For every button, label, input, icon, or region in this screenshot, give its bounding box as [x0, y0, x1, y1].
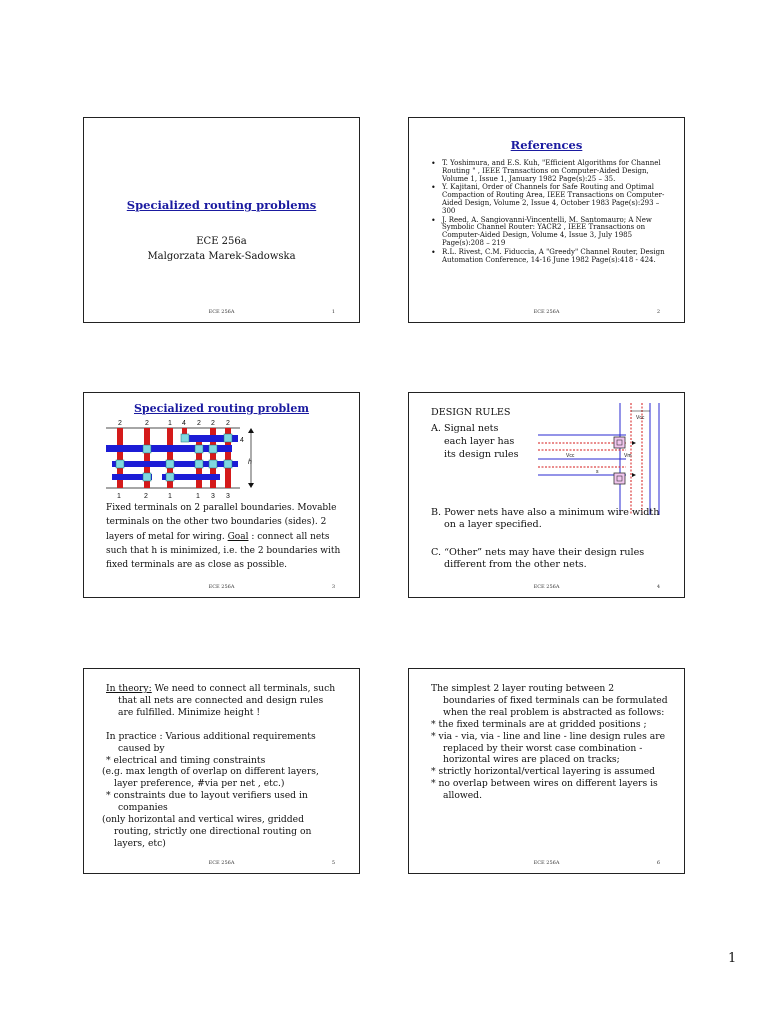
slide-6-body [431, 683, 669, 802]
rule-c-line: different from the other nets. [444, 559, 587, 570]
reference-item: • R.L. Rivest, C.M. Fiduccia, A "Greedy" Channel Router, Design Automation Conference, 14-16 June 1982 Page(s):418 - 424. [431, 249, 667, 265]
theory-paragraph: In theory: We need to connect all terminals, such that all nets are connected and design rules are fulfilled. Minimize height ! [106, 683, 336, 718]
bottom-terminal-label: 3 [226, 493, 230, 500]
design-rules-diagram [536, 403, 676, 515]
vcc-width-label: Vcc [636, 415, 645, 421]
via [143, 445, 151, 453]
height-label: h [248, 459, 252, 466]
slide-number: 1 [331, 309, 335, 315]
slide-3-body: Fixed terminals on 2 parallel boundaries. Movable terminals on the other two boundaries (sides). 2 layers of metal for wiring. Goal : connect all nets such that h is minimized, i.e. the 2 boundaries with fixed terminals are as close as possible. [106, 503, 341, 571]
via [116, 460, 124, 468]
slide-number: 2 [656, 309, 660, 315]
top-terminal-label: 2 [226, 420, 230, 427]
reference-item: • Y. Kajitani, Order of Channels for Safe Routing and Optimal Compaction of Routing Area, IEEE Transactions on Computer-Aided Design, Volume 2, Issue 4, October 1983 Page(s):293 – 300 [431, 184, 667, 215]
bottom-terminal-label: 1 [117, 493, 121, 500]
bottom-terminal-label: 2 [144, 493, 148, 500]
rule-a-line: A. Signal nets [431, 423, 499, 434]
via [209, 460, 217, 468]
rule-c-line: C. “Other” nets may have their design rules [431, 547, 645, 558]
via [195, 460, 203, 468]
goal-label: Goal [227, 531, 249, 542]
list-item: * strictly horizontal/vertical layering is assumed [431, 766, 656, 778]
slide-number: 6 [656, 860, 660, 866]
course-name: ECE 256a [196, 236, 247, 247]
author-name: Malgorzata Marek-Sadowska [147, 251, 296, 262]
list-item: * no overlap between wires on different layers is allowed. [431, 778, 658, 802]
channel-routing-diagram [98, 418, 268, 500]
slide-1 [83, 117, 360, 323]
top-terminal-label: 2 [118, 420, 122, 427]
via [224, 434, 232, 442]
via [181, 434, 189, 442]
slide-6 [408, 668, 685, 874]
reference-item: • J. Reed, A. Sangiovanni-Vincentelli, M. Santomauro; A New Symbolic Channel Router: YACR2 , IEEE Transactions on Computer-Aided Design, Volume 4, Issue 3, July 1985 Page(s):208 – 219 [431, 217, 667, 248]
bottom-terminal-label: 1 [196, 493, 200, 500]
rule-b-line: B. Power nets have also a minimum wire width [431, 507, 660, 518]
top-terminal-label: 2 [197, 420, 201, 427]
via [195, 445, 203, 453]
vm-label: Vm [624, 453, 632, 459]
slide-footer: ECE 256A [208, 584, 235, 590]
top-terminal-label: 1 [168, 420, 172, 427]
vcc-label: Vcc [566, 453, 575, 459]
via [166, 473, 174, 481]
bullet-item: * electrical and timing constraints [106, 754, 266, 766]
slide-5-body [102, 683, 341, 850]
via [143, 473, 151, 481]
bottom-terminal-label: 3 [211, 493, 215, 500]
rule-b-line: on a layer specified. [444, 519, 542, 530]
list-item: * the fixed terminals are at gridded positions ; [431, 718, 647, 730]
rule-a-line: its design rules [444, 449, 519, 460]
slide-2 [408, 117, 685, 323]
arrow-up-icon [248, 428, 254, 433]
via [166, 460, 174, 468]
top-terminal-label: 2 [145, 420, 149, 427]
via [614, 437, 625, 448]
bullet-item: * constraints due to layout verifiers used in companies [106, 790, 308, 814]
horizontal-wire [112, 461, 238, 467]
slide-number: 3 [331, 584, 335, 590]
slide-footer: ECE 256A [533, 584, 560, 590]
reference-item: • T. Yoshimura, and E.S. Kuh, "Efficient Algorithms for Channel Routing " , IEEE Transactions on Computer-Aided Design, Volume 1, Issue 1, January 1982 Page(s):25 – 35. [431, 160, 667, 183]
slide-3 [83, 392, 360, 598]
via [209, 445, 217, 453]
arrow-down-icon [248, 483, 254, 488]
rule-a-line: each layer has [444, 436, 515, 447]
practice-paragraph: In practice : Various additional requirements caused by [106, 730, 316, 754]
top-terminal-label: 2 [211, 420, 215, 427]
slide-3-title: Specialized routing problem [133, 402, 309, 415]
slide-number: 4 [656, 584, 660, 590]
bottom-terminal-label: 1 [168, 493, 172, 500]
top-terminal-label: 4 [182, 420, 186, 427]
via [614, 473, 625, 484]
via [224, 460, 232, 468]
bullet-subitem: (only horizontal and vertical wires, gridded routing, strictly one directional routing on layers, etc) [102, 814, 312, 849]
slide-1-title: Specialized routing problems [126, 198, 317, 212]
design-rules-heading: DESIGN RULES [431, 407, 511, 418]
intro-paragraph: The simplest 2 layer routing between 2 boundaries of fixed terminals can be formulated when the real problem is abstracted as follows: [431, 683, 668, 718]
slide-footer: ECE 256A [208, 309, 235, 315]
side-terminal-label: 4 [240, 437, 244, 444]
arrow-right-icon [632, 441, 636, 445]
page-number: 1 [728, 951, 737, 966]
reference-list [431, 160, 667, 265]
slide-footer: ECE 256A [208, 860, 235, 866]
spacing-label: s [596, 469, 599, 475]
list-item: * via - via, via - line and line - line design rules are replaced by their worst case combination - horizontal wires are placed on tracks; [431, 730, 666, 766]
slide-number: 5 [331, 860, 335, 866]
bullet-subitem: (e.g. max length of overlap on different layers, layer preference, #via per net , etc.) [102, 766, 319, 790]
slide-2-title: References [510, 138, 583, 152]
slide-footer: ECE 256A [533, 309, 560, 315]
slide-4 [408, 392, 685, 598]
slide-footer: ECE 256A [533, 860, 560, 866]
slide-5 [83, 668, 360, 874]
arrow-right-icon [632, 473, 636, 477]
theory-label: In theory: [106, 683, 152, 694]
